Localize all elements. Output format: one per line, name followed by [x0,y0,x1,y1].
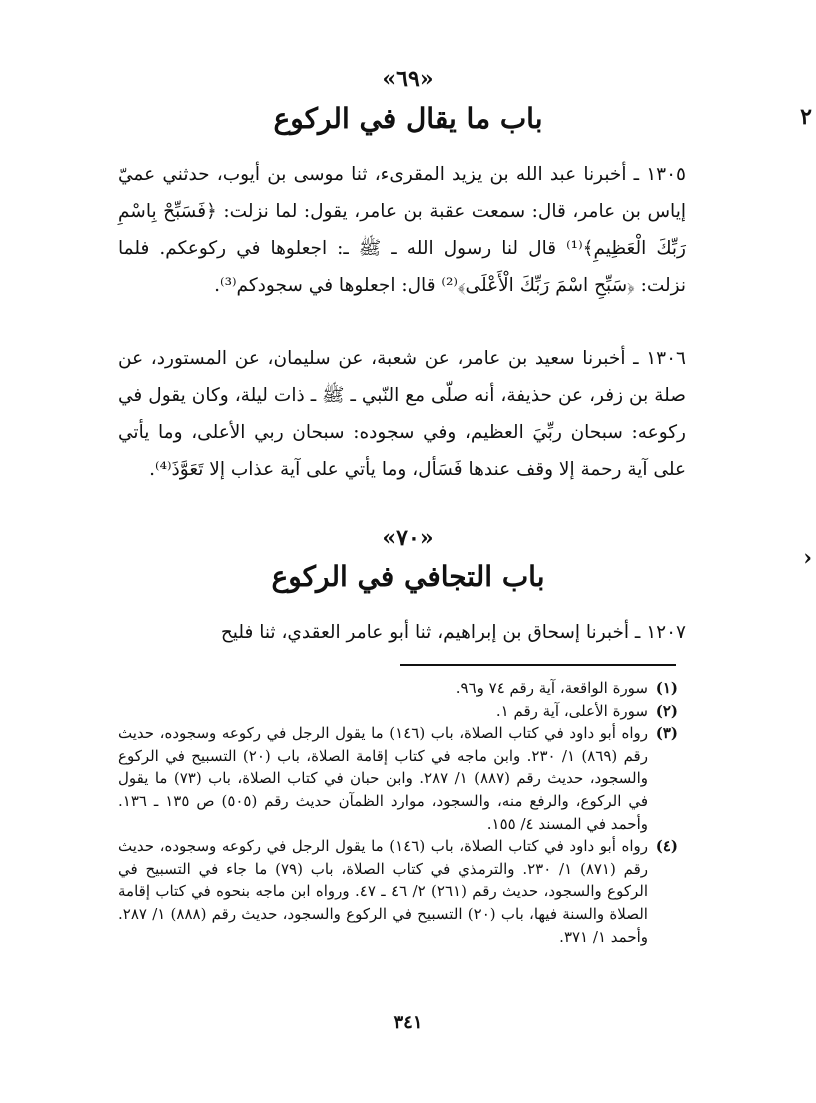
footnote-text: رواه أبو داود في كتاب الصلاة، باب (١٤٦) ما يقول الرجل في ركوعه وسجوده، حديث رقم (٨٧١) ١/ ٢٣٠. والترمذي في كتاب الصلاة، باب (٧٩) ما جاء في التسبيح في الركوع والسجود، حديث رقم (٢٦١) ٢/ ٤٦ ـ ٤٧. ورواه ابن ماجه بنحوه في كتاب إقامة الصلاة والسنة فيها، باب (٢٠) التسبيح في الركوع والسجود، حديث رقم (٨٨٨) ١/ ٢٨٧. وأحمد ١/ ٣٧١. [118,837,649,946]
section-title-70: باب التجافي في الركوع [271,560,545,593]
footnote-2 [118,700,678,723]
footnote-text: سورة الواقعة، آية رقم ٧٤ و٩٦. [455,679,648,697]
page-number: ٣٤١ [393,1012,423,1033]
footnote-3 [118,722,678,835]
page-edge-mark-top: ٢ [800,104,812,130]
hadith-1306: ١٣٠٦ ـ أخبرنا سعيد بن عامر، عن شعبة، عن سليمان، عن المستورد، عن صلة بن زفر، عن حذيفة، أنه صلّى مع النّبي ـ ﷺ ـ ذات ليلة، وكان يقول في ركوعه: سبحان ربِّيَ العظيم، وفي سجوده: سبحان ربي الأعلى، وما يأتي على آية رحمة إلا وقف عندها فَسَأل، وما يأتي على آية عذاب إلا تَعَوَّذَ⁽⁴⁾. [118,348,686,480]
section-number-69: «٦٩» [382,66,434,92]
footnote-marker: (٣) [655,724,678,743]
footnote-marker: (١) [655,679,678,697]
footnote-text: رواه أبو داود في كتاب الصلاة، باب (١٤٦) ما يقول الرجل في ركوعه وسجوده، حديث رقم (٨٦٩) ١/ ٢٣٠. وابن ماجه في كتاب إقامة الصلاة، باب (٢٠) التسبيح في الركوع والسجود، حديث رقم (٨٨٧) ١/ ٢٨٧. وابن حبان في كتاب الصلاة، باب (٧٣) ما يقول في الركوع، والرفع منه، والسجود، موارد الظمآن حديث رقم (٥٠٥) ص ١٣٥ ـ ١٣٦. وأحمد في المسند ٤/ ١٥٥. [118,724,649,833]
section-number-70: «٧٠» [382,525,434,551]
section-title-69: باب ما يقال في الركوع [273,102,543,135]
footnote-marker: (٢) [655,701,678,720]
hadith-1207: ١٢٠٧ ـ أخبرنا إسحاق بن إبراهيم، ثنا أبو عامر العقدي، ثنا فليح [220,622,686,643]
footnote-marker: (٤) [655,837,678,856]
footnote-separator [400,664,676,666]
hadith-1305: ١٣٠٥ ـ أخبرنا عبد الله بن يزيد المقرىء، ثنا موسى بن أيوب، حدثني عميّ إياس بن عامر، قال: سمعت عقبة بن عامر، يقول: لما نزلت: ﴿فَسَبِّحْ بِاسْمِ رَبِّكَ الْعَظِيمِ﴾⁽¹⁾ قال لنا رسول الله ـ ﷺ ـ: اجعلوها في ركوعكم. فلما نزلت: ﴿سَبِّحِ اسْمَ رَبِّكَ الْأَعْلَى﴾⁽²⁾ قال: اجعلوها في سجودكم⁽³⁾. [118,164,686,296]
page-edge-mark-middle: ‹ [803,545,812,571]
footnote-text: سورة الأعلى، آية رقم ١. [495,701,648,720]
footnote-1 [118,677,678,700]
footnotes [118,677,678,948]
footnote-4 [118,835,678,948]
